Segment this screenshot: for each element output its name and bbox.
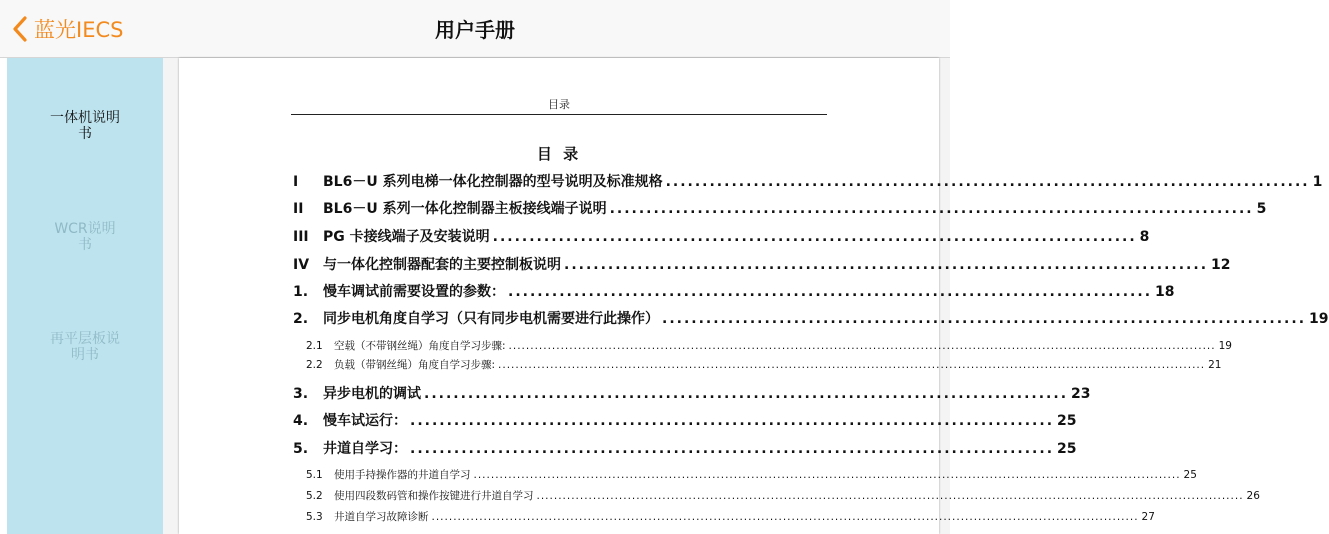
toc-leader-dots: ........................................................................................	[662, 311, 1307, 327]
toc-leader-dots: ........................................................................................	[508, 284, 1153, 300]
toc-entry[interactable]	[293, 171, 1323, 191]
toc-entry-page: 19	[1309, 311, 1329, 327]
toc-entry-text: 慢车试运行：	[323, 413, 407, 429]
toc-entry-number: III	[293, 229, 309, 245]
toc-entry[interactable]	[293, 254, 1231, 274]
sidebar-item-integrated-manual[interactable]	[7, 110, 163, 142]
toc-entry-page: 25	[1183, 469, 1197, 481]
toc-entry-page: 8	[1139, 229, 1150, 245]
toc-entry-number: 3.	[293, 386, 309, 402]
toc-entry[interactable]	[293, 383, 1091, 403]
toc-subentry[interactable]	[293, 488, 1260, 503]
toc-title: 目 录	[536, 145, 582, 163]
toc-entry-number: 5.3	[306, 511, 323, 523]
toc-entry-number: 5.	[293, 441, 309, 457]
toc-leader-dots: ........................................................................................	[424, 386, 1069, 402]
toc-entry-page: 5	[1256, 201, 1267, 217]
toc-entry-page: 26	[1246, 490, 1260, 502]
toc-entry-text: 同步电机角度自学习（只有同步电机需要进行此操作）	[323, 311, 659, 327]
navigation-bar	[0, 0, 950, 58]
toc-entry-text: BL6－U 系列电梯一体化控制器的型号说明及标准规格	[323, 174, 663, 190]
toc-leader-dots: ........................................................................................	[609, 201, 1254, 217]
toc-entry-number: I	[293, 174, 299, 190]
sidebar-item-label-line2: 明书	[71, 347, 99, 363]
toc-leader-dots: ...................................................................................................................................................................	[431, 511, 1139, 523]
back-button-label: 蓝光IECS	[34, 18, 124, 42]
toc-entry-number: 5.1	[306, 469, 323, 481]
toc-entry[interactable]	[293, 438, 1077, 458]
toc-leader-dots: ...................................................................................................................................................................	[536, 490, 1244, 502]
toc-subentry[interactable]	[293, 338, 1232, 353]
toc-entry-text: 慢车调试前需要设置的参数：	[323, 284, 505, 300]
sidebar-item-label-line2: 书	[78, 237, 92, 253]
toc-leader-dots: ........................................................................................	[665, 174, 1310, 190]
sidebar	[7, 58, 163, 534]
toc-entry-number: 2.2	[306, 359, 323, 371]
toc-entry-text: 井道自学习：	[323, 441, 407, 457]
toc-leader-dots: ...................................................................................................................................................................	[498, 359, 1206, 371]
toc-entry-page: 1	[1312, 174, 1323, 190]
toc-entry-page: 23	[1071, 386, 1091, 402]
toc-entry-number: II	[293, 201, 304, 217]
document-page	[179, 58, 1329, 534]
toc-entry-page: 19	[1218, 340, 1232, 352]
page-title: 用户手册	[435, 18, 515, 42]
toc-entry-number: 2.1	[306, 340, 323, 352]
sidebar-item-releveling-board-manual[interactable]	[7, 331, 163, 363]
toc-entry-number: 4.	[293, 413, 309, 429]
toc-leader-dots: ...................................................................................................................................................................	[508, 340, 1216, 352]
sidebar-item-label-line1: 再平层板说	[50, 331, 120, 347]
toc-entry-text: PG 卡接线端子及安装说明	[323, 229, 490, 245]
toc-entry-page: 12	[1211, 257, 1231, 273]
sidebar-item-wcr-manual[interactable]	[7, 221, 163, 253]
toc-entry-page: 18	[1155, 284, 1175, 300]
toc-leader-dots: ...................................................................................................................................................................	[473, 469, 1181, 481]
toc-subentry[interactable]	[293, 509, 1155, 524]
toc-entry-page: 25	[1057, 413, 1077, 429]
toc-entry-page: 27	[1141, 511, 1155, 523]
header-rule	[291, 114, 827, 115]
toc-entry-number: 1.	[293, 284, 309, 300]
toc-entry-text: 使用四段数码管和操作按键进行井道自学习	[334, 490, 534, 502]
toc-entry-number: IV	[293, 257, 310, 273]
toc-entry-text: 与一体化控制器配套的主要控制板说明	[323, 257, 561, 273]
toc-entry-text: 负载（带钢丝绳）角度自学习步骤:	[334, 359, 496, 371]
sidebar-item-label-line1: 一体机说明	[50, 110, 120, 126]
toc-subentry[interactable]	[293, 467, 1197, 482]
running-header: 目录	[548, 98, 570, 111]
toc-leader-dots: ........................................................................................	[492, 229, 1137, 245]
sidebar-item-label-line1: WCR说明	[54, 221, 116, 237]
toc-entry-text: 井道自学习故障诊断	[334, 511, 429, 523]
toc-leader-dots: ........................................................................................	[410, 413, 1055, 429]
sidebar-item-label-line2: 书	[78, 126, 92, 142]
toc-leader-dots: ........................................................................................	[410, 441, 1055, 457]
toc-entry-number: 2.	[293, 311, 309, 327]
toc-entry-page: 25	[1057, 441, 1077, 457]
document-viewer[interactable]	[163, 58, 1329, 534]
toc-entry[interactable]	[293, 308, 1329, 328]
toc-entry[interactable]	[293, 410, 1077, 430]
toc-subentry[interactable]	[293, 357, 1222, 372]
toc-entry-text: BL6－U 系列一体化控制器主板接线端子说明	[323, 201, 607, 217]
toc-entry[interactable]	[293, 281, 1175, 301]
toc-entry[interactable]	[293, 226, 1150, 246]
toc-leader-dots: ........................................................................................	[564, 257, 1209, 273]
toc-entry[interactable]	[293, 198, 1267, 218]
toc-entry-text: 使用手持操作器的井道自学习	[334, 469, 471, 481]
toc-entry-text: 异步电机的调试	[323, 386, 421, 402]
toc-entry-page: 21	[1208, 359, 1222, 371]
toc-entry-text: 空载（不带钢丝绳）角度自学习步骤:	[334, 340, 506, 352]
toc-entry-number: 5.2	[306, 490, 323, 502]
